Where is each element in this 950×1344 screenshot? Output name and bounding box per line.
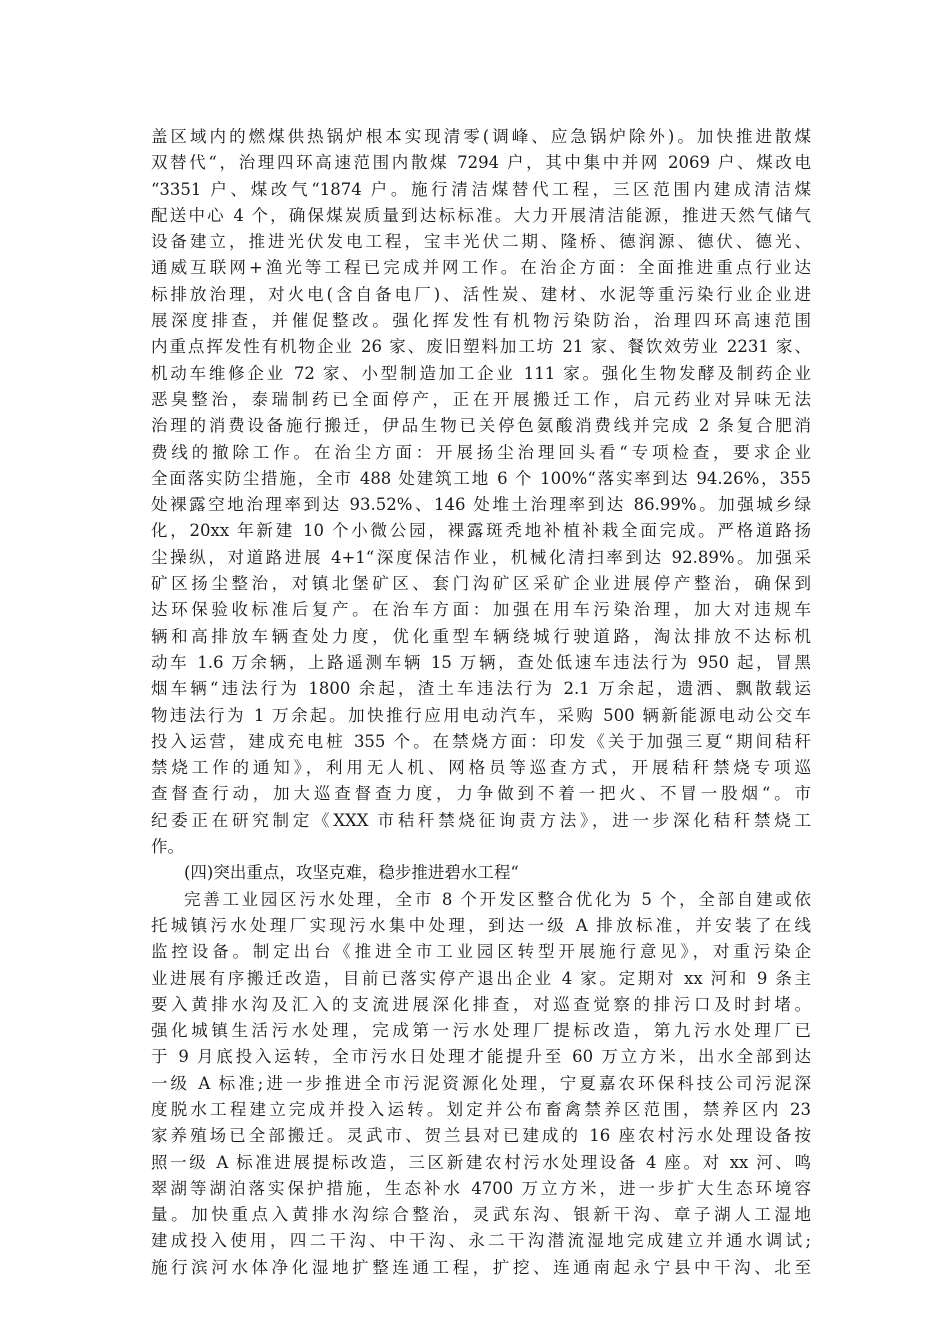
text-line: 达环保验收标准后复产。在治车方面：加强在用车污染治理，加大对违规车 <box>151 600 811 620</box>
text-line: 治理的消费设备施行搬迁，伊品生物已关停色氨酸消费线并完成 2 条复合肥消 <box>151 416 811 436</box>
text-line: 量。加快重点入黄排水沟综合整治，灵武东沟、银新干沟、章子湖人工湿地 <box>151 1205 811 1225</box>
paragraph-end-line: 作。 <box>151 837 184 857</box>
document-body <box>151 124 811 1281</box>
paragraph-first-line: 完善工业园区污水处理，全市 8 个开发区整合优化为 5 个，全部自建或依 <box>184 889 811 909</box>
text-line: 辆和高排放车辆查处力度，优化重型车辆绕城行驶道路，淘汰排放不达标机 <box>151 626 811 646</box>
text-line: 恶臭整治，泰瑞制药已全面停产，正在开展搬迁工作，启元药业对异味无法 <box>151 389 811 409</box>
text-line: 盖区域内的燃煤供热锅炉根本实现清零(调峰、应急锅炉除外)。加快推进散煤 <box>151 127 811 146</box>
text-line: 内重点挥发性有机物企业 26 家、废旧塑料加工坊 21 家、餐饮效劳业 2231 家、 <box>151 337 811 357</box>
text-line: 处裸露空地治理率到达 93.52%、146 处堆土治理率到达 86.99%。加强城乡绿 <box>151 495 811 515</box>
text-line: 投入运营，建成充电桩 355 个。在禁烧方面：印发《关于加强三夏“期间秸秆 <box>151 731 811 751</box>
text-line: 费线的撤除工作。在治尘方面：开展扬尘治理回头看“专项检查，要求企业 <box>151 442 811 462</box>
text-line: 查督查行动，加大巡查督查力度，力争做到不着一把火、不冒一股烟“。市 <box>151 784 811 804</box>
text-line: 度脱水工程建立完成并投入运转。划定并公布畜禽禁养区范围，禁养区内 23 <box>151 1099 811 1119</box>
text-line: 监控设备。制定出台《推进全市工业园区转型开展施行意见》，对重污染企 <box>151 942 811 962</box>
text-line: 烟车辆“违法行为 1800 余起，渣土车违法行为 2.1 万余起，遗洒、飘散载运 <box>151 679 811 699</box>
text-line: 翠湖等湖泊落实保护措施，生态补水 4700 万立方米，进一步扩大生态环境容 <box>151 1178 811 1198</box>
text-line: “3351 户、煤改气“1874 户。施行清洁煤替代工程，三区范围内建成清洁煤 <box>151 179 811 199</box>
text-line: 双替代“，治理四环高速范围内散煤 7294 户，其中集中并网 2069 户、煤改电 <box>151 153 811 173</box>
text-line: 托城镇污水处理厂实现污水集中处理，到达一级 A 排放标准，并安装了在线 <box>151 915 811 935</box>
text-line: 业进展有序搬迁改造，目前已落实停产退出企业 4 家。定期对 xx 河和 9 条主 <box>151 968 811 988</box>
text-line: 设备建立，推进光伏发电工程，宝丰光伏二期、隆桥、德润源、德伏、德光、 <box>151 232 811 252</box>
text-line: 建成投入使用，四二干沟、中干沟、永二干沟潜流湿地完成建立并通水调试; <box>151 1231 811 1251</box>
text-line: 施行滨河水体净化湿地扩整连通工程，扩挖、连通南起永宁县中干沟、北至 <box>151 1257 811 1277</box>
text-line: 化，20xx 年新建 10 个小微公园，裸露斑秃地补植补栽全面完成。严格道路扬 <box>151 521 811 541</box>
text-line: 尘操纵，对道路进展 4+1“深度保洁作业，机械化清扫率到达 92.89%。加强采 <box>151 547 811 567</box>
text-line: 标排放治理，对火电(含自备电厂)、活性炭、建材、水泥等重污染行业企业进 <box>151 284 811 304</box>
text-line: 强化城镇生活污水处理，完成第一污水处理厂提标改造，第九污水处理厂已 <box>151 1021 811 1041</box>
text-line: 纪委正在研究制定《XXX 市秸秆禁烧征询责方法》，进一步深化秸秆禁烧工 <box>151 810 811 830</box>
text-line: 照一级 A 标准进展提标改造，三区新建农村污水处理设备 4 座。对 xx 河、鸣 <box>151 1152 811 1172</box>
text-line: 禁烧工作的通知》，利用无人机、网格员等巡查方式，开展秸秆禁烧专项巡 <box>151 758 811 778</box>
text-line: 全面落实防尘措施，全市 488 处建筑工地 6 个 100%“落实率到达 94.26%，355 <box>151 468 811 488</box>
text-line: 家养殖场已全部搬迁。灵武市、贺兰县对已建成的 16 座农村污水处理设备按 <box>151 1126 811 1146</box>
text-line: 配送中心 4 个，确保煤炭质量到达标标准。大力开展清洁能源，推进天然气储气 <box>151 205 811 225</box>
text-line: 展深度排查，并催促整改。强化挥发性有机物污染防治，治理四环高速范围 <box>151 311 811 331</box>
text-line: 一级 A 标准;进一步推进全市污泥资源化处理，宁夏嘉农环保科技公司污泥深 <box>151 1073 811 1093</box>
text-line: 矿区扬尘整治，对镇北堡矿区、套门沟矿区采矿企业进展停产整治，确保到 <box>151 574 811 594</box>
text-line: 于 9 月底投入运转，全市污水日处理才能提升至 60 万立方米，出水全部到达 <box>151 1047 811 1067</box>
text-line: 物违法行为 1 万余起。加快推行应用电动汽车，采购 500 辆新能源电动公交车 <box>151 705 811 725</box>
text-line: 机动车维修企业 72 家、小型制造加工企业 111 家。强化生物发酵及制药企业 <box>151 363 811 383</box>
text-line: 要入黄排水沟及汇入的支流进展深化排查，对巡查觉察的排污口及时封堵。 <box>151 994 811 1014</box>
text-line: 动车 1.6 万余辆，上路遥测车辆 15 万辆，查处低速车违法行为 950 起，冒黑 <box>151 652 811 672</box>
text-line: 通威互联网+渔光等工程已完成并网工作。在治企方面：全面推进重点行业达 <box>151 258 811 278</box>
section-heading: (四)突出重点，攻坚克难，稳步推进碧水工程“ <box>184 863 519 883</box>
